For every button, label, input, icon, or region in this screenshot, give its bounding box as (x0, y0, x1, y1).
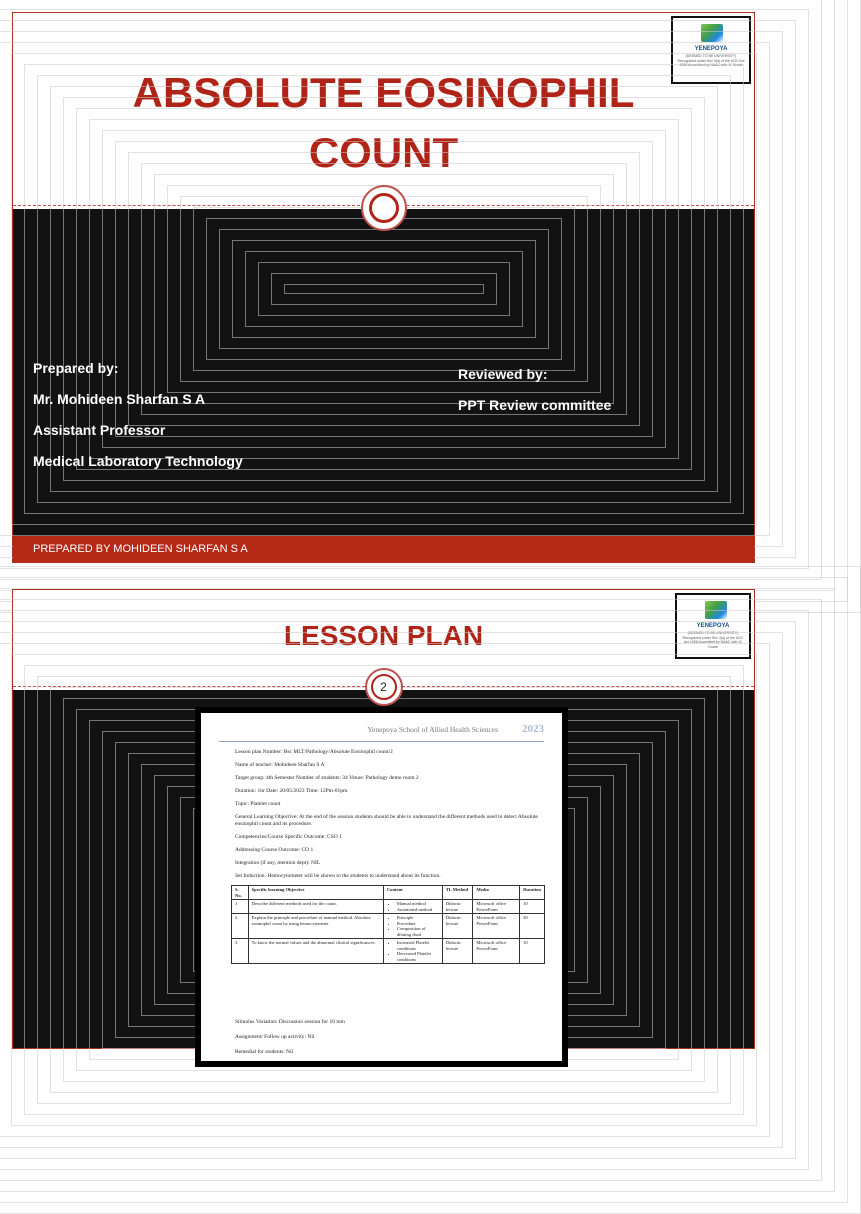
table-row (232, 914, 545, 939)
assignment: Assignment/ Follow up activity: Nil (235, 1034, 315, 1040)
slide-number: 2 (380, 680, 387, 694)
logo-name: YENEPOYA (694, 46, 728, 52)
content-item: • Automated method (397, 907, 439, 913)
document-details (235, 749, 540, 886)
cell-objective: Explain the principle and procedure of manual method. Absolute eosinophil count by using hemocytometer (248, 914, 383, 939)
content-item: • Composition of diluting fluid (397, 926, 439, 937)
slide-number-badge (365, 668, 403, 706)
prepared-department: Medical Laboratory Technology (33, 453, 243, 469)
competencies: Competencies/Course Specific Outcome: CSO 1 (235, 834, 342, 840)
cell-sno: 2 (232, 914, 249, 939)
col-header: Content (383, 886, 442, 900)
cell-duration: 30 (520, 914, 545, 939)
col-header: Duration (520, 886, 545, 900)
logo-name: YENEPOYA (696, 623, 730, 629)
cell-duration: 10 (520, 900, 545, 914)
slide-2 (12, 589, 755, 1055)
duration-date: Duration: 1hr Date: 20/05/2023 Time: 12Pm-01pm (235, 788, 348, 794)
document-header (219, 723, 544, 742)
cell-media: Microsoft office PowerPoint (473, 914, 520, 939)
school-name: Yenepoya School of Allied Health Sciences (367, 725, 498, 734)
content-item: • Increased Platelet conditions (397, 940, 439, 951)
document-footer-lines (235, 1019, 345, 1064)
col-header: S. No. (232, 886, 249, 900)
logo-subtitle: (DEEMED TO BE UNIVERSITY) Recognized under Sec 3(a) of the UGC Act 1956 Accredited by NAAC with 'A' Grade (677, 54, 745, 67)
general-objective: General Learning Objective: At the end of the session students should be able to understand the different methods used to detect Absolute eosinophil count and its procedure. (235, 814, 538, 827)
col-header: Media (473, 886, 520, 900)
content-item: • Principle (397, 915, 439, 921)
reviewed-heading: Reviewed by: (458, 366, 548, 382)
cell-method: Didactic lecture (442, 914, 473, 939)
col-header: TL Method (442, 886, 473, 900)
cell-method: Didactic lecture (442, 939, 473, 964)
reviewed-by-block (458, 363, 611, 425)
plan-number: Lesson plan Number: Bsc MLT/Pathology/Absolute Eosinophil count/2 (235, 749, 393, 755)
prepared-name: Mr. Mohideen Sharfan S A (33, 391, 206, 407)
cell-objective: To know the normal values and the abnormal clinical significances. (248, 939, 383, 964)
title-line-2: COUNT (308, 129, 459, 176)
content-item: • Manual method (397, 901, 439, 907)
content-item: • Procedure (397, 921, 439, 927)
course-outcome: Addressing Course Outcome: CO 1 (235, 847, 314, 853)
logo-subtitle: (DEEMED TO BE UNIVERSITY) Recognized under Sec 3(a) of the UGC Act 1956 Accredited by NAAC with 'A' Grade (682, 631, 744, 649)
cell-objective: Describe different methods used for the count. (248, 900, 383, 914)
slide-title: LESSON PLAN (283, 620, 484, 651)
cell-method: Didactic lecture (442, 900, 473, 914)
topic: Topic: Platelet count (235, 801, 281, 807)
reviewed-by: PPT Review committee (458, 397, 612, 413)
cell-sno: 3 (232, 939, 249, 964)
cell-duration: 10 (520, 939, 545, 964)
prepared-designation: Assistant Professor (33, 422, 166, 438)
lesson-plan-table (231, 885, 545, 964)
cell-sno: 1 (232, 900, 249, 914)
slide-footer: PREPARED BY MOHIDEEN SHARFAN S A (13, 536, 754, 562)
set-induction: Set Induction: Hemocytometer will be shown to the students to understand about its function. (235, 873, 441, 879)
table-header-row (232, 886, 545, 900)
col-header: Specific learning Objective (248, 886, 383, 900)
remedial: Remedial for students: Nil (235, 1049, 294, 1055)
circle-ornament-icon (361, 185, 407, 231)
cell-content (383, 914, 442, 939)
cell-content (383, 939, 442, 964)
prepared-by-block (33, 357, 243, 481)
teacher-name: Name of teacher: Mohideen Sharfan S A (235, 762, 325, 768)
table-row (232, 900, 545, 914)
cell-content (383, 900, 442, 914)
title-line-1: ABSOLUTE EOSINOPHIL (132, 69, 635, 116)
cell-media: Microsoft office PowerPoint (473, 939, 520, 964)
table-row (232, 939, 545, 964)
stimulus-variation: Stimulus Variation: Discussion session for 10 min (235, 1019, 345, 1025)
integration: Integration (if any, mention dept): NIL (235, 860, 321, 866)
prepared-heading: Prepared by: (33, 360, 119, 376)
slide-1 (12, 12, 755, 563)
target-group: Target group: 4th Semester Number of students: 34 Venue: Pathology demo room 2 (235, 775, 419, 781)
cell-media: Microsoft office PowerPoint (473, 900, 520, 914)
lesson-plan-document (195, 707, 568, 1067)
document-year: 2023 (522, 723, 544, 735)
content-item: • Decreased Platelet conditions (397, 951, 439, 962)
